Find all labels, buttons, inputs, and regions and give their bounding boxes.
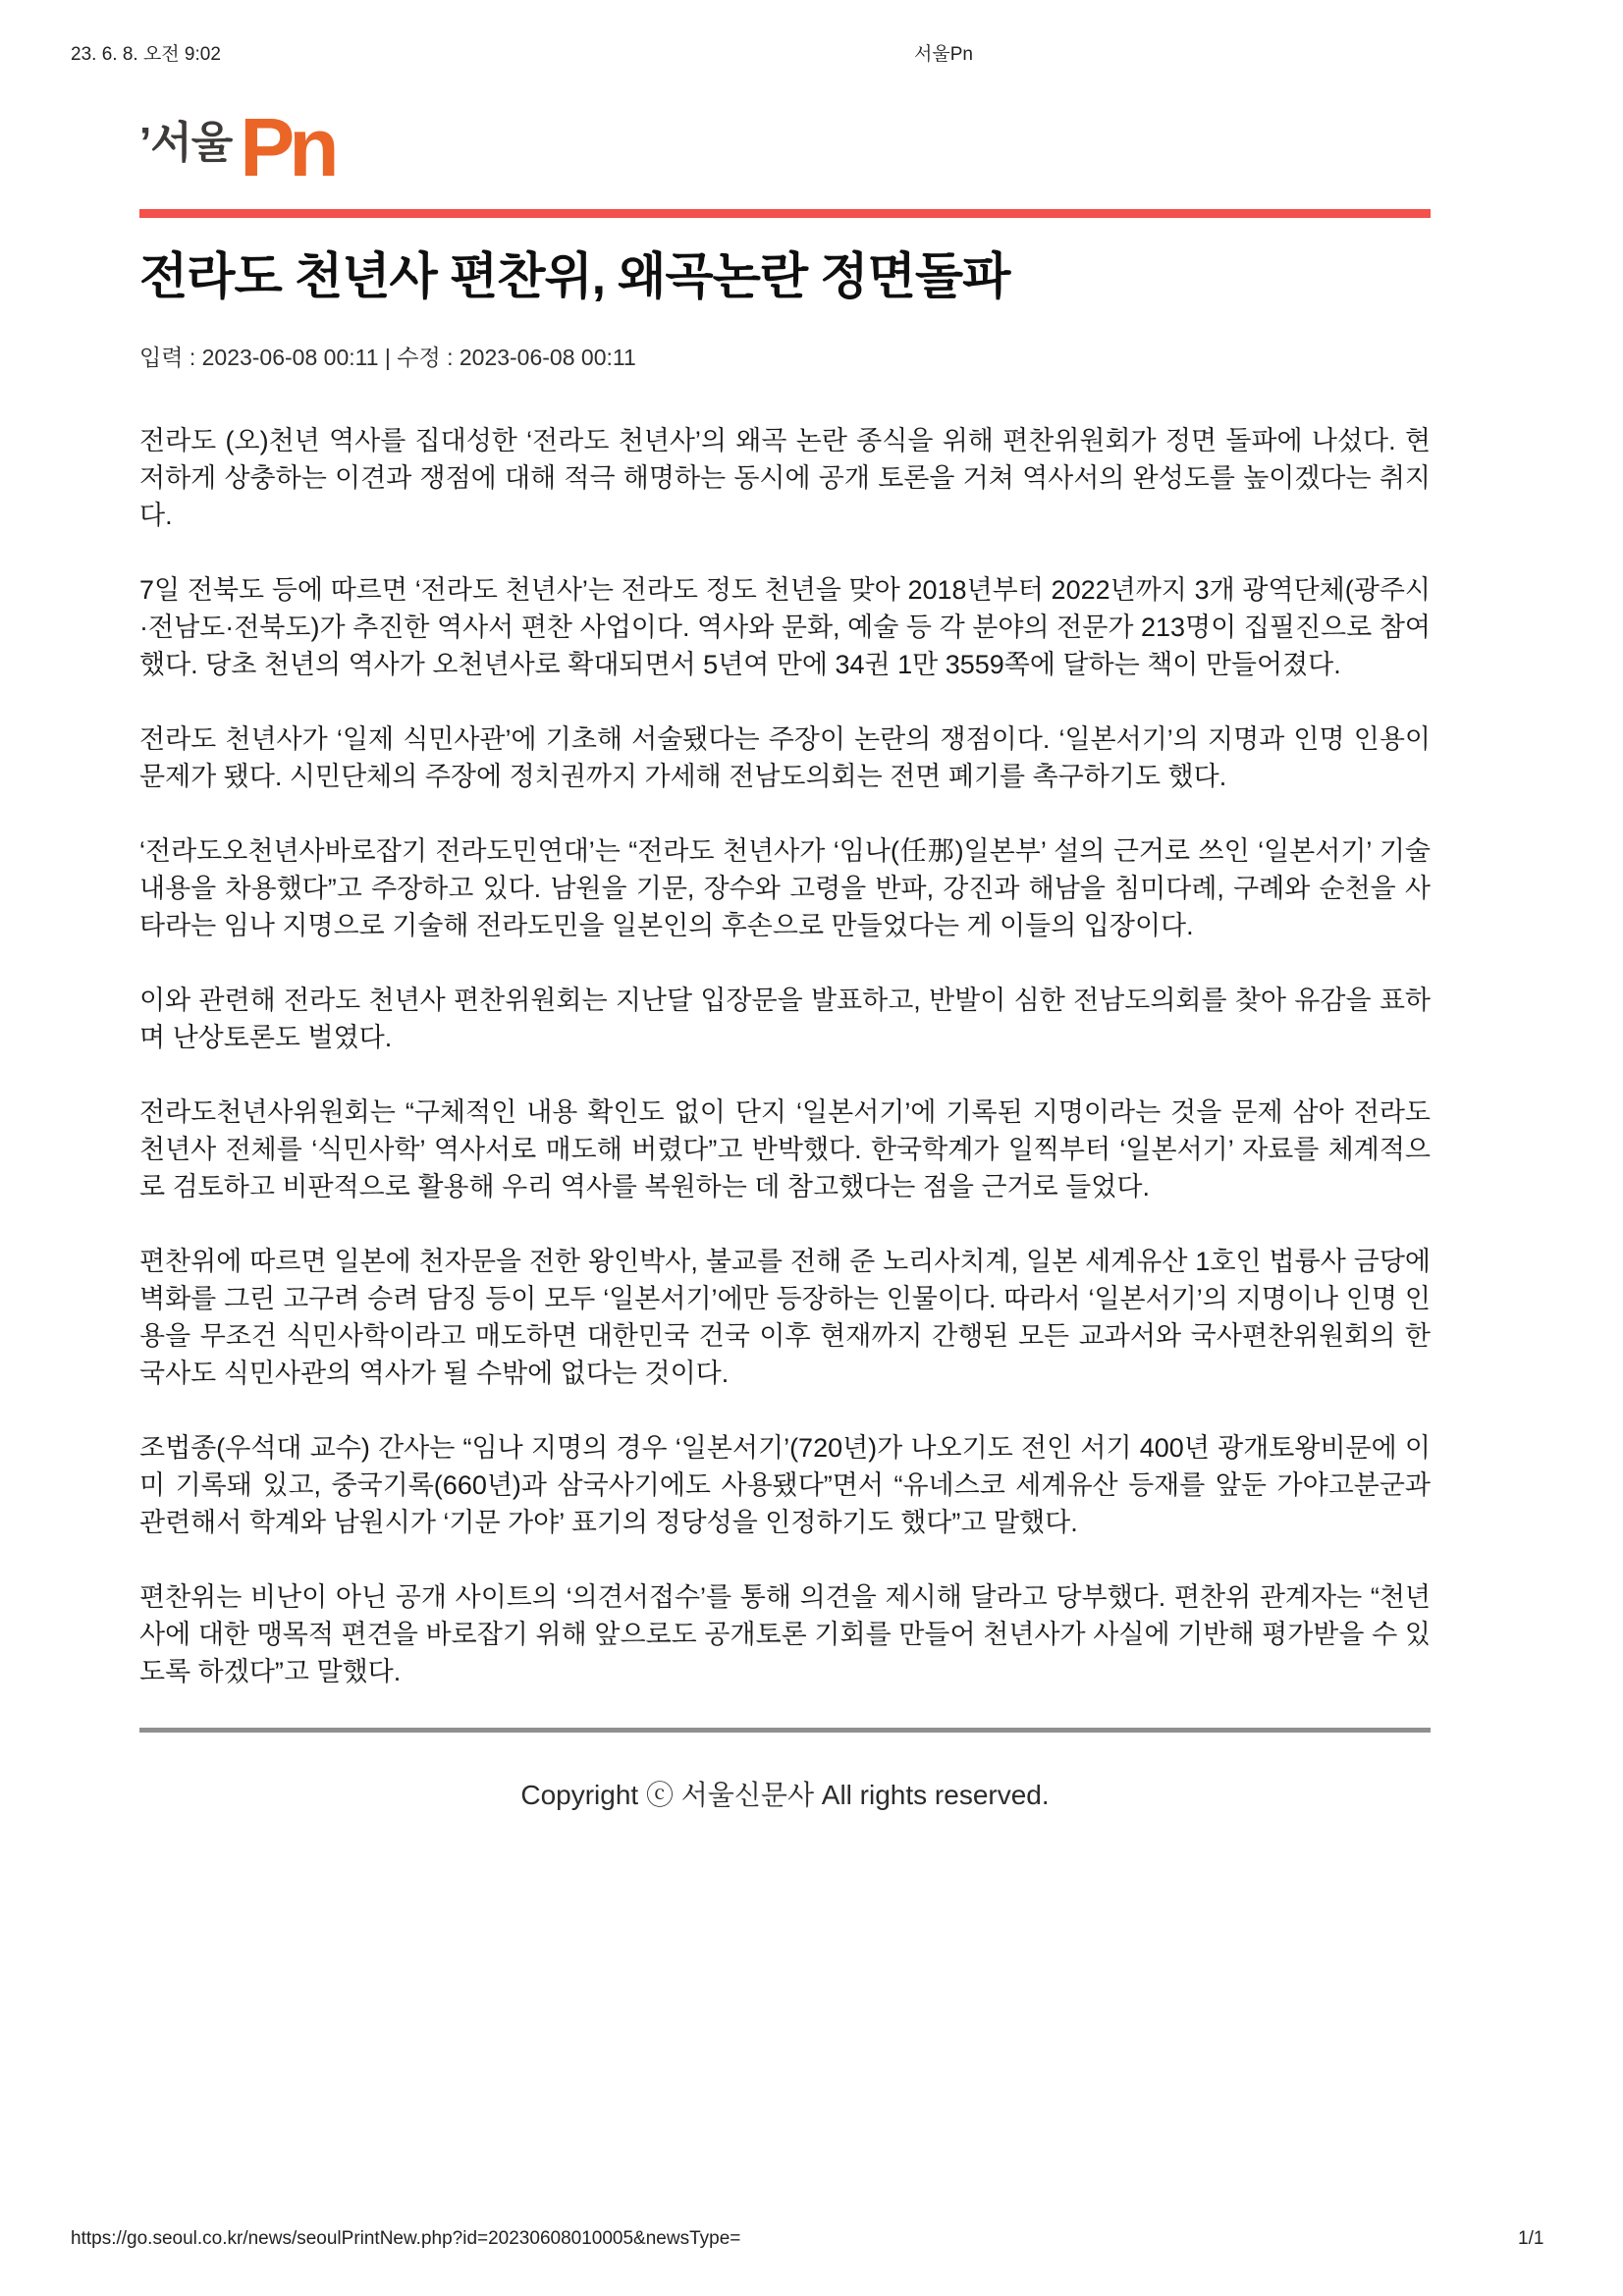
article-paragraph: 편찬위는 비난이 아닌 공개 사이트의 ‘의견서접수’를 통해 의견을 제시해 달라고 당부했다. 편찬위 관계자는 “천년사에 대한 맹목적 편견을 바로잡기 위해 앞으로도 공개토론 기회를 만들어 천년사가 사실에 기반해 평가받을 수 있도록 하겠다”고 말했다. [139, 1582, 1431, 1686]
article-paragraph: 전라도천년사위원회는 “구체적인 내용 확인도 없이 단지 ‘일본서기’에 기록된 지명이라는 것을 문제 삼아 전라도 천년사 전체를 ‘식민사학’ 역사서로 매도해 버렸다”고 반박했다. 한국학계가 일찍부터 ‘일본서기’ 자료를 체계적으로 검토하고 비판적으로 활용해 우리 역사를 복원하는 데 참고했다는 점을 근거로 들었다. [139, 1097, 1431, 1201]
article-paragraph: 조법종(우석대 교수) 간사는 “임나 지명의 경우 ‘일본서기’(720년)가 나오기도 전인 서기 400년 광개토왕비문에 이미 기록돼 있고, 중국기록(660년)과 삼국사기에도 사용됐다”면서 “유네스코 세계유산 등재를 앞둔 가야고분군과 관련해서 학계와 남원시가 ‘기문 가야’ 표기의 정당성을 인정하기도 했다”고 말했다. [139, 1433, 1431, 1537]
article-paragraph: 편찬위에 따르면 일본에 천자문을 전한 왕인박사, 불교를 전해 준 노리사치계, 일본 세계유산 1호인 법륭사 금당에 벽화를 그린 고구려 승려 담징 등이 모두 ‘일본서기’에만 등장하는 인물이다. 따라서 ‘일본서기’의 지명이나 인명 인용을 무조건 식민사학이라고 매도하면 대한민국 건국 이후 현재까지 간행된 모든 교과서와 국사편찬위원회의 한국사도 식민사관의 역사가 될 수밖에 없다는 것이다. [139, 1247, 1431, 1388]
header-divider-rule [139, 209, 1431, 218]
logo-seoul-text [139, 116, 232, 165]
print-footer-url: https://go.seoul.co.kr/news/seoulPrintNew.php?id=20230608010005&newsType= [71, 2228, 741, 2249]
article-paragraph: 이와 관련해 전라도 천년사 편찬위원회는 지난달 입장문을 발표하고, 반발이 심한 전남도의회를 찾아 유감을 표하며 난상토론도 벌였다. [139, 986, 1431, 1052]
article-body [139, 422, 1431, 1690]
print-footer-page-indicator: 1/1 [1518, 2228, 1544, 2249]
article-headline: 전라도 천년사 편찬위, 왜곡논란 정면돌파 [139, 248, 1010, 304]
logo-apostrophe-mark: ’ [139, 119, 151, 167]
logo-pn-text: Pn [240, 101, 334, 193]
print-header-doc-title: 서울Pn [914, 44, 973, 65]
article-paragraph: 전라도 천년사가 ‘일제 식민사관’에 기초해 서술됐다는 주장이 논란의 쟁점이다. ‘일본서기’의 지명과 인명 인용이 문제가 됐다. 시민단체의 주장에 정치권까지 가세해 전남도의회는 전면 폐기를 촉구하기도 했다. [139, 724, 1431, 791]
print-header-datetime: 23. 6. 8. 오전 9:02 [71, 44, 221, 65]
article-dateline: 입력 : 2023-06-08 00:11 | 수정 : 2023-06-08 00:11 [139, 345, 636, 370]
logo-seoul-label: 서울 [150, 119, 233, 167]
seoul-pn-logo [139, 101, 1431, 209]
copyright-notice: Copyright ⓒ 서울신문사 All rights reserved. [520, 1780, 1050, 1810]
article-content [139, 0, 1431, 1813]
footer-divider-rule [139, 1728, 1431, 1733]
article-paragraph: 7일 전북도 등에 따르면 ‘전라도 천년사’는 전라도 정도 천년을 맞아 2018년부터 2022년까지 3개 광역단체(광주시·전남도·전북도)가 추진한 역사서 편찬 사업이다. 역사와 문화, 예술 등 각 분야의 전문가 213명이 집필진으로 참여했다. 당초 천년의 역사가 오천년사로 확대되면서 5년여 만에 34권 1만 3559쪽에 달하는 책이 만들어졌다. [139, 575, 1431, 679]
article-paragraph: 전라도 (오)천년 역사를 집대성한 ‘전라도 천년사’의 왜곡 논란 종식을 위해 편찬위원회가 정면 돌파에 나섰다. 현저하게 상충하는 이견과 쟁점에 대해 적극 해명하는 동시에 공개 토론을 거쳐 역사서의 완성도를 높이겠다는 취지다. [139, 426, 1431, 530]
article-paragraph: ‘전라도오천년사바로잡기 전라도민연대’는 “전라도 천년사가 ‘임나(任那)일본부’ 설의 근거로 쓰인 ‘일본서기’ 기술 내용을 차용했다”고 주장하고 있다. 남원을 기문, 장수와 고령을 반파, 강진과 해남을 침미다례, 구례와 순천을 사타라는 임나 지명으로 기술해 전라도민을 일본인의 후손으로 만들었다는 게 이들의 입장이다. [139, 836, 1431, 940]
